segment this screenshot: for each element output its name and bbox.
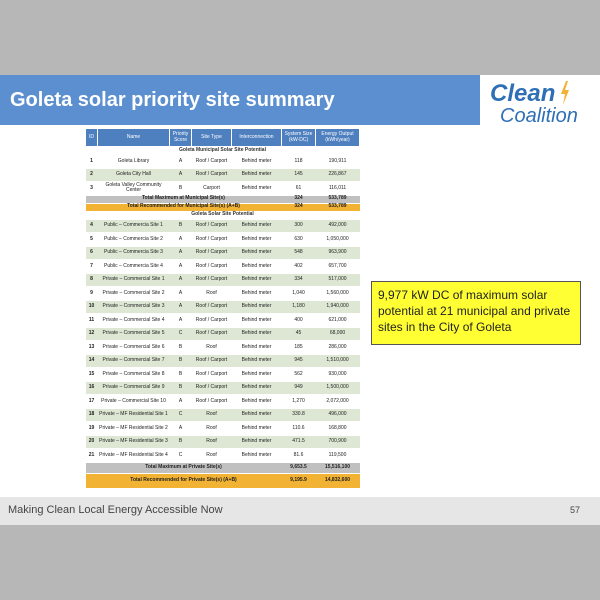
- energy-output-cell: 168,800: [316, 422, 360, 436]
- site-type-cell: Roof / Carport: [192, 260, 232, 274]
- site-id-cell: 19: [86, 422, 98, 436]
- table-row: [86, 341, 360, 355]
- site-id-cell: 3: [86, 182, 98, 196]
- energy-output-cell: 1,510,000: [316, 354, 360, 368]
- site-id-cell: 14: [86, 354, 98, 368]
- site-type-cell: Roof / Carport: [192, 368, 232, 382]
- system-size-cell: 45: [282, 327, 316, 341]
- interconnection-cell: Behind meter: [232, 354, 282, 368]
- section-heading-row: [86, 147, 360, 155]
- total-size: 324: [282, 195, 316, 203]
- site-name-cell: Private – Commercial Site 9: [98, 381, 170, 395]
- priority-score-cell: A: [170, 300, 192, 314]
- table-row: [86, 155, 360, 169]
- interconnection-cell: Behind meter: [232, 246, 282, 260]
- energy-output-cell: 1,940,000: [316, 300, 360, 314]
- site-name-cell: Goleta Library: [98, 155, 170, 169]
- table-row: [86, 246, 360, 260]
- system-size-cell: 81.6: [282, 449, 316, 463]
- priority-score-cell: A: [170, 168, 192, 182]
- site-id-cell: 15: [86, 368, 98, 382]
- site-type-cell: Roof / Carport: [192, 381, 232, 395]
- site-name-cell: Public – Commercia Site 4: [98, 260, 170, 274]
- site-type-cell: Roof: [192, 408, 232, 422]
- table-row: [86, 422, 360, 436]
- site-name-cell: Public – Commercia Site 3: [98, 246, 170, 260]
- interconnection-cell: Behind meter: [232, 327, 282, 341]
- interconnection-cell: Behind meter: [232, 155, 282, 169]
- site-name-cell: Private – Commercial Site 3: [98, 300, 170, 314]
- system-size-cell: 300: [282, 219, 316, 233]
- site-type-cell: Roof: [192, 287, 232, 301]
- column-header: System Size (kW-DC): [282, 129, 316, 147]
- priority-score-cell: B: [170, 341, 192, 355]
- table-row: [86, 300, 360, 314]
- energy-output-cell: 621,000: [316, 314, 360, 328]
- site-type-cell: Roof: [192, 449, 232, 463]
- column-header: Interconnection: [232, 129, 282, 147]
- energy-output-cell: 1,560,000: [316, 287, 360, 301]
- table-row: [86, 435, 360, 449]
- clean-coalition-logo: [488, 80, 596, 126]
- logo-coalition-text: Coalition: [500, 105, 578, 127]
- energy-output-cell: 68,000: [316, 327, 360, 341]
- energy-output-cell: 700,900: [316, 435, 360, 449]
- site-type-cell: Roof / Carport: [192, 395, 232, 409]
- section-heading: Goleta Municipal Solar Site Potential: [86, 147, 360, 155]
- table-row: [86, 449, 360, 463]
- site-id-cell: 12: [86, 327, 98, 341]
- priority-score-cell: A: [170, 273, 192, 287]
- section-heading-row: [86, 211, 360, 219]
- priority-score-cell: B: [170, 182, 192, 196]
- system-size-cell: 61: [282, 182, 316, 196]
- energy-output-cell: 226,867: [316, 168, 360, 182]
- table-row: [86, 219, 360, 233]
- site-id-cell: 16: [86, 381, 98, 395]
- interconnection-cell: Behind meter: [232, 368, 282, 382]
- total-output: 15,516,100: [316, 462, 360, 473]
- priority-score-cell: A: [170, 233, 192, 247]
- site-name-cell: Private – Commercial Site 5: [98, 327, 170, 341]
- table-row: [86, 260, 360, 274]
- table-row: [86, 368, 360, 382]
- system-size-cell: 1,270: [282, 395, 316, 409]
- priority-score-cell: A: [170, 314, 192, 328]
- system-size-cell: 945: [282, 354, 316, 368]
- section-heading: Goleta Solar Site Potential: [86, 211, 360, 219]
- total-row: [86, 195, 360, 203]
- recommended-size: 324: [282, 203, 316, 211]
- total-size: 9,653.5: [282, 462, 316, 473]
- site-type-cell: Roof / Carport: [192, 354, 232, 368]
- site-type-cell: Roof / Carport: [192, 168, 232, 182]
- slide: [0, 75, 600, 525]
- site-id-cell: 20: [86, 435, 98, 449]
- recommended-row: [86, 473, 360, 488]
- site-name-cell: Goleta Valley Community Center: [98, 182, 170, 196]
- energy-output-cell: 119,500: [316, 449, 360, 463]
- site-type-cell: Roof / Carport: [192, 273, 232, 287]
- title-bar: [0, 75, 480, 125]
- energy-output-cell: 1,050,000: [316, 233, 360, 247]
- interconnection-cell: Behind meter: [232, 435, 282, 449]
- table-row: [86, 395, 360, 409]
- system-size-cell: 330.8: [282, 408, 316, 422]
- system-size-cell: 118: [282, 155, 316, 169]
- site-id-cell: 5: [86, 233, 98, 247]
- priority-score-cell: B: [170, 435, 192, 449]
- site-name-cell: Private – Commercial Site 1: [98, 273, 170, 287]
- system-size-cell: 110.6: [282, 422, 316, 436]
- site-type-cell: Roof: [192, 435, 232, 449]
- priority-score-cell: B: [170, 381, 192, 395]
- recommended-output: 14,832,600: [316, 473, 360, 488]
- site-id-cell: 21: [86, 449, 98, 463]
- interconnection-cell: Behind meter: [232, 422, 282, 436]
- table-row: [86, 381, 360, 395]
- system-size-cell: 471.5: [282, 435, 316, 449]
- priority-score-cell: C: [170, 327, 192, 341]
- slide-title: Goleta solar priority site summary: [10, 89, 335, 111]
- table-row: [86, 182, 360, 196]
- total-label: Total Maximum at Municipal Site(s): [86, 195, 282, 203]
- site-id-cell: 17: [86, 395, 98, 409]
- table-row: [86, 354, 360, 368]
- table-header-row: [86, 129, 360, 147]
- column-header: ID: [86, 129, 98, 147]
- interconnection-cell: Behind meter: [232, 287, 282, 301]
- site-id-cell: 10: [86, 300, 98, 314]
- site-name-cell: Private – MF Residential Site 3: [98, 435, 170, 449]
- site-type-cell: Roof: [192, 422, 232, 436]
- site-id-cell: 6: [86, 246, 98, 260]
- recommended-row: [86, 203, 360, 211]
- system-size-cell: 334: [282, 273, 316, 287]
- interconnection-cell: Behind meter: [232, 341, 282, 355]
- site-id-cell: 7: [86, 260, 98, 274]
- priority-score-cell: C: [170, 449, 192, 463]
- site-name-cell: Private – Commercial Site 2: [98, 287, 170, 301]
- table-row: [86, 314, 360, 328]
- table-row: [86, 168, 360, 182]
- site-type-cell: Roof / Carport: [192, 246, 232, 260]
- system-size-cell: 1,040: [282, 287, 316, 301]
- column-header: Priority Score: [170, 129, 192, 147]
- site-id-cell: 9: [86, 287, 98, 301]
- column-header: Name: [98, 129, 170, 147]
- system-size-cell: 949: [282, 381, 316, 395]
- site-type-cell: Roof / Carport: [192, 300, 232, 314]
- page-number: 57: [569, 505, 580, 515]
- energy-output-cell: 190,911: [316, 155, 360, 169]
- site-name-cell: Private – MF Residential Site 2: [98, 422, 170, 436]
- site-id-cell: 2: [86, 168, 98, 182]
- site-id-cell: 11: [86, 314, 98, 328]
- site-name-cell: Private – Commercial Site 6: [98, 341, 170, 355]
- table-row: [86, 233, 360, 247]
- priority-score-cell: A: [170, 155, 192, 169]
- site-id-cell: 8: [86, 273, 98, 287]
- system-size-cell: 548: [282, 246, 316, 260]
- interconnection-cell: Behind meter: [232, 408, 282, 422]
- interconnection-cell: Behind meter: [232, 233, 282, 247]
- interconnection-cell: Behind meter: [232, 260, 282, 274]
- interconnection-cell: Behind meter: [232, 314, 282, 328]
- system-size-cell: 562: [282, 368, 316, 382]
- energy-output-cell: 1,500,000: [316, 381, 360, 395]
- site-name-cell: Public – Commercia Site 1: [98, 219, 170, 233]
- energy-output-cell: 286,000: [316, 341, 360, 355]
- site-type-cell: Roof / Carport: [192, 155, 232, 169]
- site-name-cell: Goleta City Hall: [98, 168, 170, 182]
- site-name-cell: Private – Commercial Site 8: [98, 368, 170, 382]
- table-row: [86, 327, 360, 341]
- interconnection-cell: Behind meter: [232, 168, 282, 182]
- priority-score-cell: B: [170, 219, 192, 233]
- site-name-cell: Private – Commercial Site 7: [98, 354, 170, 368]
- priority-score-cell: A: [170, 260, 192, 274]
- total-label: Total Maximum at Private Site(s): [86, 462, 282, 473]
- priority-score-cell: A: [170, 246, 192, 260]
- recommended-label: Total Recommended for Municipal Site(s) (A+B): [86, 203, 282, 211]
- site-type-cell: Roof / Carport: [192, 233, 232, 247]
- site-summary-table: [85, 128, 359, 489]
- system-size-cell: 402: [282, 260, 316, 274]
- site-id-cell: 13: [86, 341, 98, 355]
- energy-output-cell: 496,000: [316, 408, 360, 422]
- energy-output-cell: 116,011: [316, 182, 360, 196]
- recommended-size: 9,195.9: [282, 473, 316, 488]
- system-size-cell: 185: [282, 341, 316, 355]
- system-size-cell: 145: [282, 168, 316, 182]
- energy-output-cell: 963,900: [316, 246, 360, 260]
- logo-clean-text: Clean: [490, 80, 556, 107]
- site-type-cell: Roof / Carport: [192, 219, 232, 233]
- site-id-cell: 18: [86, 408, 98, 422]
- priority-score-cell: A: [170, 287, 192, 301]
- summary-callout: 9,977 kW DC of maximum solar potential at 21 municipal and private sites in the City of Goleta: [371, 281, 581, 345]
- footer-bar: [0, 497, 600, 525]
- site-name-cell: Private – Commercial Site 10: [98, 395, 170, 409]
- total-row: [86, 462, 360, 473]
- energy-output-cell: 492,000: [316, 219, 360, 233]
- total-output: 533,789: [316, 195, 360, 203]
- energy-output-cell: 657,700: [316, 260, 360, 274]
- priority-score-cell: B: [170, 354, 192, 368]
- system-size-cell: 400: [282, 314, 316, 328]
- interconnection-cell: Behind meter: [232, 182, 282, 196]
- site-type-cell: Roof: [192, 341, 232, 355]
- site-name-cell: Private – MF Residential Site 1: [98, 408, 170, 422]
- priority-score-cell: A: [170, 395, 192, 409]
- priority-score-cell: B: [170, 368, 192, 382]
- site-type-cell: Carport: [192, 182, 232, 196]
- table-row: [86, 408, 360, 422]
- interconnection-cell: Behind meter: [232, 381, 282, 395]
- site-id-cell: 4: [86, 219, 98, 233]
- energy-output-cell: 930,000: [316, 368, 360, 382]
- interconnection-cell: Behind meter: [232, 300, 282, 314]
- site-id-cell: 1: [86, 155, 98, 169]
- column-header: Energy Output (kWh/year): [316, 129, 360, 147]
- priority-score-cell: C: [170, 408, 192, 422]
- table-row: [86, 273, 360, 287]
- column-header: Site Type: [192, 129, 232, 147]
- recommended-output: 533,789: [316, 203, 360, 211]
- interconnection-cell: Behind meter: [232, 449, 282, 463]
- system-size-cell: 1,180: [282, 300, 316, 314]
- priority-score-cell: A: [170, 422, 192, 436]
- table-row: [86, 287, 360, 301]
- recommended-label: Total Recommended for Private Site(s) (A+B): [86, 473, 282, 488]
- energy-output-cell: 2,072,000: [316, 395, 360, 409]
- site-type-cell: Roof / Carport: [192, 327, 232, 341]
- site-type-cell: Roof / Carport: [192, 314, 232, 328]
- interconnection-cell: Behind meter: [232, 219, 282, 233]
- footer-tagline: Making Clean Local Energy Accessible Now: [8, 504, 223, 516]
- lightning-bolt-icon: [560, 81, 570, 105]
- interconnection-cell: Behind meter: [232, 273, 282, 287]
- site-name-cell: Public – Commercia Site 2: [98, 233, 170, 247]
- system-size-cell: 630: [282, 233, 316, 247]
- site-name-cell: Private – Commercial Site 4: [98, 314, 170, 328]
- interconnection-cell: Behind meter: [232, 395, 282, 409]
- energy-output-cell: 517,000: [316, 273, 360, 287]
- site-name-cell: Private – MF Residential Site 4: [98, 449, 170, 463]
